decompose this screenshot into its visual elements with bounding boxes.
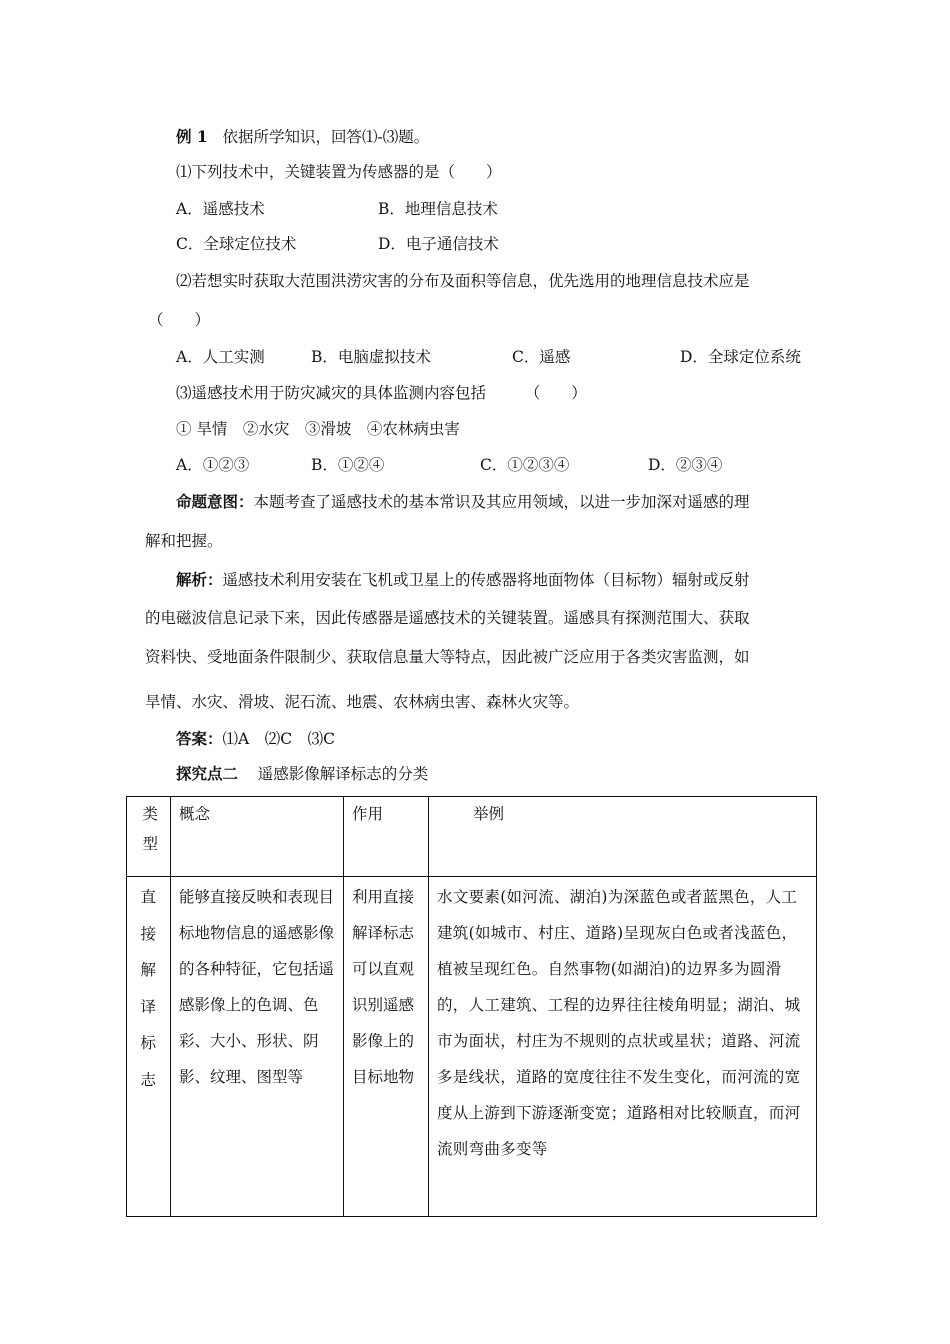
- analysis-text-1: 遥感技术利用安装在飞机或卫星上的传感器将地面物体（目标物）辐射或反射: [222, 571, 750, 589]
- row1-example-cell: [429, 877, 817, 1217]
- interpretation-table: [126, 796, 817, 1217]
- row1-type: 直接解译标志: [140, 888, 157, 1089]
- answer-line: [176, 729, 335, 749]
- table-row: [127, 877, 817, 1217]
- q3-option-b: B．①②④: [311, 456, 385, 474]
- section-title: 遥感影像解译标志的分类: [257, 765, 429, 783]
- header-concept-cell: [171, 797, 344, 877]
- q1-option-b: B．地理信息技术: [378, 200, 498, 218]
- answer-label: 答案：: [176, 729, 223, 748]
- header-example: 举例: [473, 805, 505, 823]
- q1-option-a: A．遥感技术: [176, 200, 265, 218]
- question-2-cont: （ ）: [148, 311, 211, 329]
- intent-text-1: 本题考查了遥感技术的基本常识及其应用领域，以进一步加深对遥感的理: [253, 493, 750, 511]
- intent-label: 命题意图：: [176, 492, 254, 511]
- row1-function-cell: [344, 877, 429, 1217]
- intent-paragraph: [176, 492, 750, 512]
- q2-option-d: D．全球定位系统: [680, 348, 801, 366]
- analysis-text-4: 旱情、水灾、滑坡、泥石流、地震、农林病虫害、森林火灾等。: [145, 693, 580, 711]
- q1-option-d: D．电子通信技术: [378, 235, 499, 253]
- table-header-row: [127, 797, 817, 877]
- q2-option-c: C．遥感: [512, 348, 571, 366]
- q3-option-d: D．②③④: [648, 456, 723, 474]
- header-function: 作用: [352, 805, 384, 823]
- q3-option-a: A．①②③: [176, 456, 250, 474]
- answer-text: ⑴A ⑵C ⑶C: [222, 730, 335, 748]
- q2-option-b: B．电脑虚拟技术: [311, 348, 431, 366]
- row1-concept-cell: [171, 877, 344, 1217]
- header-type-cell: [127, 797, 171, 877]
- question-3: ⑶遥感技术用于防灾减灾的具体监测内容包括 （ ）: [176, 384, 587, 402]
- header-function-cell: [344, 797, 429, 877]
- row1-example: 水文要素(如河流、湖泊)为深蓝色或者蓝黑色，人工建筑(如城市、村庄、道路)呈现灰白色或者浅蓝色，植被呈现红色。自然事物(如湖泊)的边界多为圆滑的，人工建筑、工程的边界往往棱角明显；湖泊、城市为面状，村庄为不规则的点状或星状；道路、河流多是线状，道路的宽度往往不发生变化，而河流的宽度从上游到下游逐渐变宽；道路相对比较顺直，而河流则弯曲多变等: [437, 888, 801, 1158]
- intent-text-2: 解和把握。: [145, 532, 223, 550]
- example-label: 例 1: [176, 127, 208, 146]
- section-label: 探究点二: [176, 764, 239, 783]
- header-type: 类型: [142, 805, 159, 853]
- q3-option-c: C．①②③④: [480, 456, 570, 474]
- analysis-label: 解析：: [176, 570, 223, 589]
- header-example-cell: [429, 797, 817, 877]
- analysis-text-2: 的电磁波信息记录下来，因此传感器是遥感技术的关键装置。遥感具有探测范围大、获取: [145, 609, 750, 627]
- analysis-text-3: 资料快、受地面条件限制少、获取信息量大等特点，因此被广泛应用于各类灾害监测，如: [145, 648, 750, 666]
- header-concept: 概念: [179, 805, 211, 823]
- analysis-paragraph: [176, 570, 750, 590]
- example-heading: [176, 127, 429, 147]
- q2-option-a: A．人工实测: [176, 348, 265, 366]
- q3-items: ① 旱情 ②水灾 ③滑坡 ④农林病虫害: [176, 420, 460, 438]
- q1-option-c: C．全球定位技术: [176, 235, 297, 253]
- question-2: ⑵若想实时获取大范围洪涝灾害的分布及面积等信息，优先选用的地理信息技术应是: [176, 272, 750, 290]
- row1-function: 利用直接解译标志可以直观识别遥感影像上的目标地物: [352, 888, 415, 1086]
- example-prompt: 依据所学知识，回答⑴-⑶题。: [222, 128, 430, 146]
- row1-type-cell: [127, 877, 171, 1217]
- row1-concept: 能够直接反映和表现目标地物信息的遥感影像的各种特征，它包括遥感影像上的色调、色彩、大小、形状、阴影、纹理、图型等: [179, 888, 335, 1086]
- question-1: ⑴下列技术中，关键装置为传感器的是（ ）: [176, 163, 502, 181]
- section-heading: [176, 764, 428, 784]
